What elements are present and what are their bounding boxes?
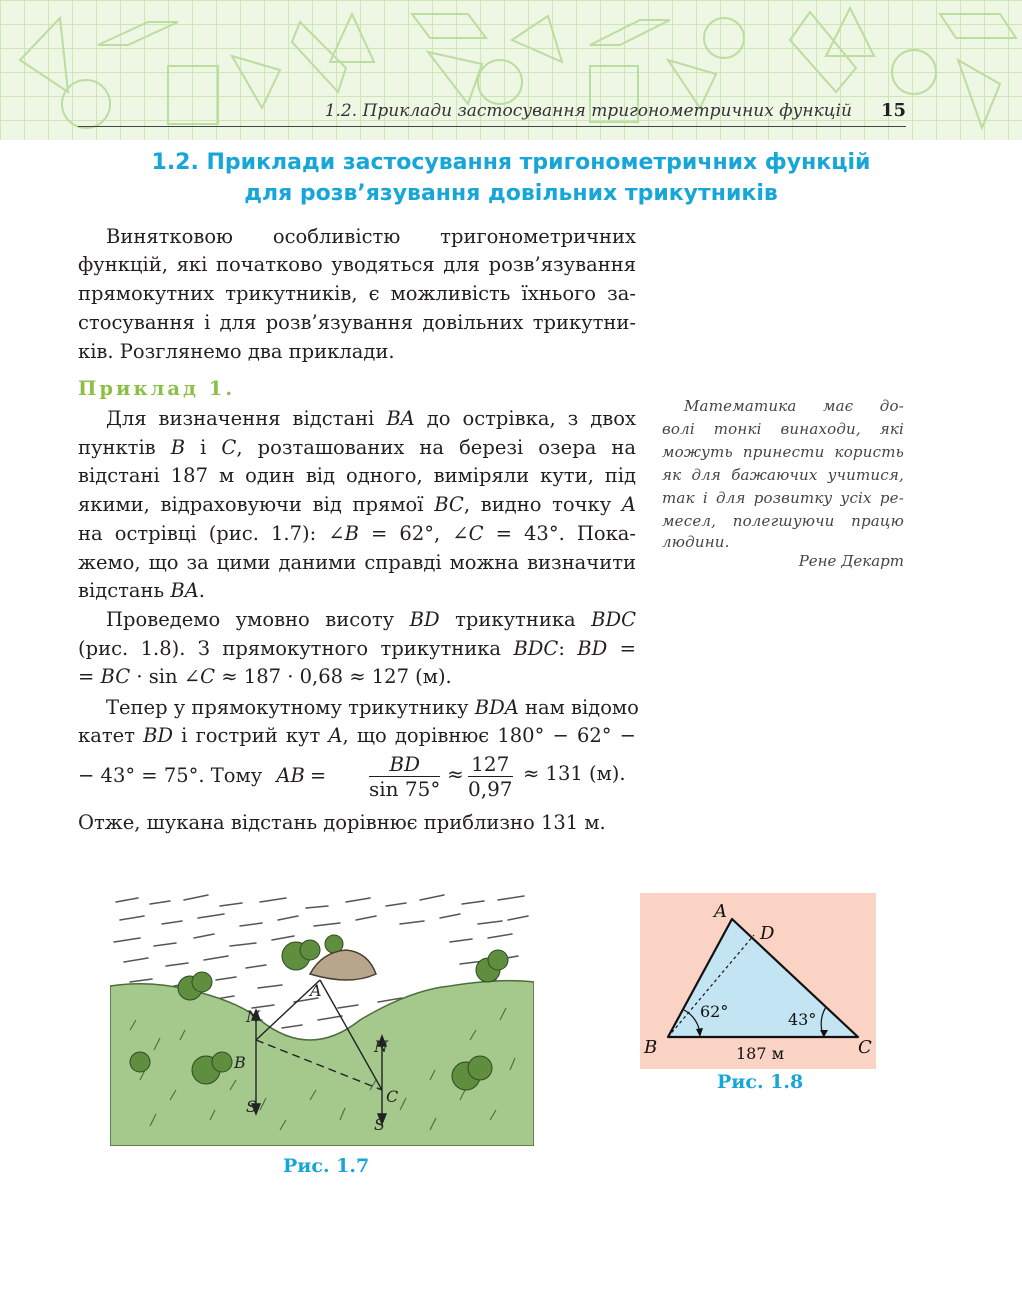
- fig8-label-c: C: [858, 1037, 872, 1058]
- example-p1-line-4: якими, відраховуючи від прямої BC, видно точку A: [78, 493, 636, 516]
- running-head: 1.2. Приклади застосування тригонометричних функцій: [324, 101, 852, 121]
- fig8-base-length: 187 м: [736, 1044, 785, 1063]
- intro-line-4: стосування і для розв’язування довільних трикутни-: [78, 311, 636, 334]
- fraction-2-denominator: 0,97: [468, 777, 513, 801]
- fig7-label-c: C: [386, 1087, 399, 1106]
- conclusion-line: Отже, шукана відстань дорівнює приблизно 131 м.: [78, 811, 606, 834]
- fig7-label-a: A: [310, 981, 322, 1000]
- section-title-line-2: для розв’язування довільних трикутників: [244, 181, 778, 206]
- example-p1-line-7: відстань BA.: [78, 579, 205, 602]
- quote-line-7: людини.: [662, 533, 730, 551]
- quote-line-1: Математика має до-: [684, 397, 904, 415]
- fig7-label-s2: S: [374, 1115, 385, 1134]
- quote-line-6: месел, полегшуючи працю: [662, 512, 904, 530]
- intro-line-5: ків. Розглянемо два приклади.: [78, 340, 395, 363]
- example-p1-line-1: Для визначення відстані BA до острівка, з двох: [106, 407, 637, 430]
- figure-1-7-caption: Рис. 1.7: [283, 1155, 370, 1177]
- section-title-line-1: 1.2. Приклади застосування тригонометричних функцій: [151, 150, 871, 175]
- example-p1-line-6: жемо, що за цими даними справді можна визначити: [78, 551, 636, 574]
- fraction-1-denominator: sin 75°: [369, 777, 441, 801]
- fig7-label-b: B: [234, 1053, 246, 1072]
- figure-1-8-diagram: [640, 893, 876, 1069]
- quote-line-5: так і для розвитку усіх ре-: [662, 489, 904, 507]
- example-p1-line-3: відстані 187 м один від одного, виміряли кути, під: [78, 464, 636, 487]
- quote-author: Рене Декарт: [798, 552, 904, 570]
- example-p3-line-2: катет BD і гострий кут A, що дорівнює 180° − 62° −: [78, 724, 636, 747]
- quote-line-3: можуть принести користь: [662, 443, 904, 461]
- figure-1-7-illustration: [110, 890, 534, 1146]
- page-number: 15: [880, 100, 906, 121]
- intro-line-2: функцій, які початково уводяться для розв’язування: [78, 253, 636, 276]
- approx-sign-1: ≈: [447, 762, 464, 786]
- example-heading: Приклад 1.: [78, 377, 236, 400]
- quote-line-4: як для бажаючих учитися,: [662, 466, 904, 484]
- fig8-angle-b: 62°: [700, 1002, 729, 1021]
- figure-1-8-caption: Рис. 1.8: [717, 1071, 804, 1093]
- example-p1-line-5: на острівці (рис. 1.7): ∠B = 62°, ∠C = 43°. Пока-: [78, 522, 636, 545]
- fig8-label-b: B: [644, 1037, 658, 1058]
- quote-line-2: волі тонкі винаходи, які: [662, 420, 904, 438]
- intro-line-1: Винятковою особливістю тригонометричних: [106, 225, 636, 248]
- fraction-2-numerator: 127: [468, 752, 513, 777]
- example-p2-line-3: = BC · sin ∠C ≈ 187 · 0,68 ≈ 127 (м).: [78, 665, 452, 688]
- fig7-label-n2: N: [374, 1037, 388, 1056]
- fraction-bd-over-sin: [369, 752, 440, 801]
- example-p2-line-2: (рис. 1.8). З прямокутного трикутника BDC: BD =: [78, 637, 636, 660]
- fig8-angle-c: 43°: [788, 1010, 817, 1029]
- example-p3-line-1: Тепер у прямокутному трикутнику BDA нам відомо: [106, 696, 639, 719]
- fraction-1-numerator: BD: [369, 752, 440, 777]
- result-value: ≈ 131 (м).: [523, 762, 626, 785]
- fig8-label-a: A: [714, 901, 727, 922]
- fig7-label-s1: S: [246, 1097, 257, 1116]
- intro-line-3: прямокутних трикутників, є можливість їхнього за-: [78, 282, 636, 305]
- header-rule: [78, 126, 906, 127]
- fig8-label-d: D: [760, 923, 775, 944]
- example-p2-line-1: Проведемо умовно висоту BD трикутника BDC: [106, 608, 637, 631]
- fraction-127-over-097: [468, 752, 513, 801]
- fig7-label-n1: N: [246, 1007, 260, 1026]
- example-p1-line-2: пунктів B і C, розташованих на березі озера на: [78, 436, 637, 459]
- example-p3-line-3: − 43° = 75°. Тому AB =: [78, 764, 327, 787]
